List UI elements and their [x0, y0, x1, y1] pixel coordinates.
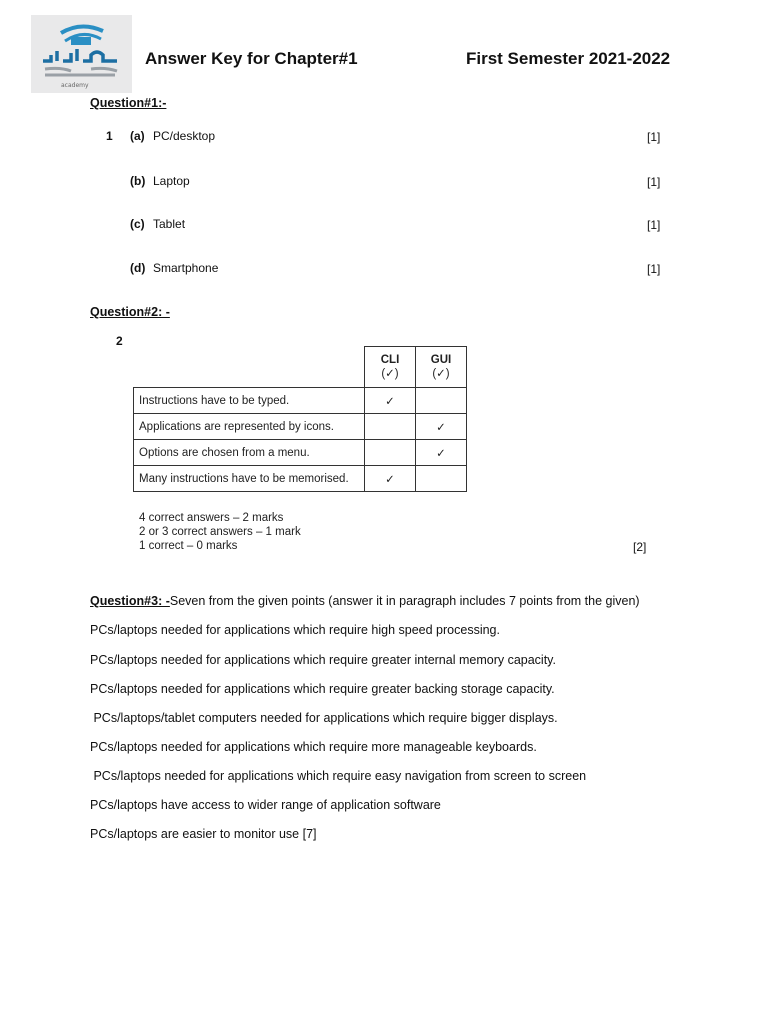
row-cli-check	[365, 414, 416, 440]
q1-mark-b: [1]	[647, 175, 661, 189]
semester-label: First Semester 2021-2022	[466, 49, 671, 68]
q3-point: PCs/laptops needed for applications which require greater internal memory capacity.	[90, 653, 556, 667]
column-cli-name: CLI	[380, 354, 400, 366]
question-2-heading: Question#2: -	[90, 305, 170, 319]
marking-line-1: 4 correct answers – 2 marks	[139, 512, 284, 524]
table-row	[134, 414, 467, 440]
marking-line-3: 1 correct – 0 marks	[139, 540, 238, 552]
question-1-heading: Question#1:-	[90, 96, 167, 110]
column-cli-sub: (✓)	[381, 368, 399, 380]
q1-answer-b: Laptop	[153, 174, 190, 188]
q3-point: PCs/laptops needed for applications which require greater backing storage capacity.	[90, 682, 555, 696]
row-cli-check	[365, 440, 416, 466]
q1-answer-c: Tablet	[153, 217, 186, 231]
row-gui-check	[416, 388, 467, 414]
q3-point: PCs/laptops/tablet computers needed for applications which require bigger displays.	[90, 711, 558, 725]
column-header-cli	[365, 347, 416, 388]
academy-logo	[31, 15, 132, 93]
table-header-row	[134, 347, 467, 388]
row-statement: Options are chosen from a menu.	[134, 440, 365, 466]
q1-label-b: (b)	[130, 174, 146, 188]
row-gui-check	[416, 466, 467, 492]
question-3-intro-line	[90, 594, 640, 608]
column-gui-name: GUI	[430, 354, 452, 366]
q1-mark-a: [1]	[647, 130, 661, 144]
marking-line-2: 2 or 3 correct answers – 1 mark	[139, 526, 301, 538]
row-statement: Instructions have to be typed.	[134, 388, 365, 414]
row-gui-check: ✓	[416, 414, 467, 440]
row-cli-check: ✓	[365, 466, 416, 492]
column-gui-sub: (✓)	[432, 368, 450, 380]
question-3-heading: Question#3: -	[90, 594, 170, 608]
q1-label-a: (a)	[130, 129, 145, 143]
question-3-intro: Seven from the given points (answer it in paragraph includes 7 points from the given)	[169, 594, 640, 608]
table-row	[134, 388, 467, 414]
row-gui-check: ✓	[416, 440, 467, 466]
q1-answer-a: PC/desktop	[153, 129, 216, 143]
row-statement: Applications are represented by icons.	[134, 414, 365, 440]
q3-point: PCs/laptops needed for applications which require high speed processing.	[90, 623, 500, 637]
q1-mark-d: [1]	[647, 262, 661, 276]
column-header-gui	[416, 347, 467, 388]
q3-point: PCs/laptops are easier to monitor use [7]	[90, 827, 317, 841]
table-corner	[134, 347, 365, 388]
cli-gui-table	[133, 346, 467, 492]
q3-point: PCs/laptops needed for applications which require more manageable keyboards.	[90, 740, 537, 754]
q1-label-c: (c)	[130, 217, 145, 231]
row-statement: Many instructions have to be memorised.	[134, 466, 365, 492]
table-row	[134, 440, 467, 466]
q1-mark-c: [1]	[647, 218, 661, 232]
row-cli-check: ✓	[365, 388, 416, 414]
q3-point: PCs/laptops have access to wider range of application software	[90, 798, 441, 812]
q1-label-d: (d)	[130, 261, 146, 275]
question-2-number: 2	[116, 334, 123, 348]
logo-subtext: academy	[61, 82, 89, 89]
q3-point: PCs/laptops needed for applications which require easy navigation from screen to screen	[90, 769, 587, 783]
question-1-number: 1	[106, 129, 113, 143]
q2-total-mark: [2]	[633, 540, 647, 554]
q1-answer-d: Smartphone	[153, 261, 219, 275]
page-title: Answer Key for Chapter#1	[145, 49, 358, 68]
table-row	[134, 466, 467, 492]
